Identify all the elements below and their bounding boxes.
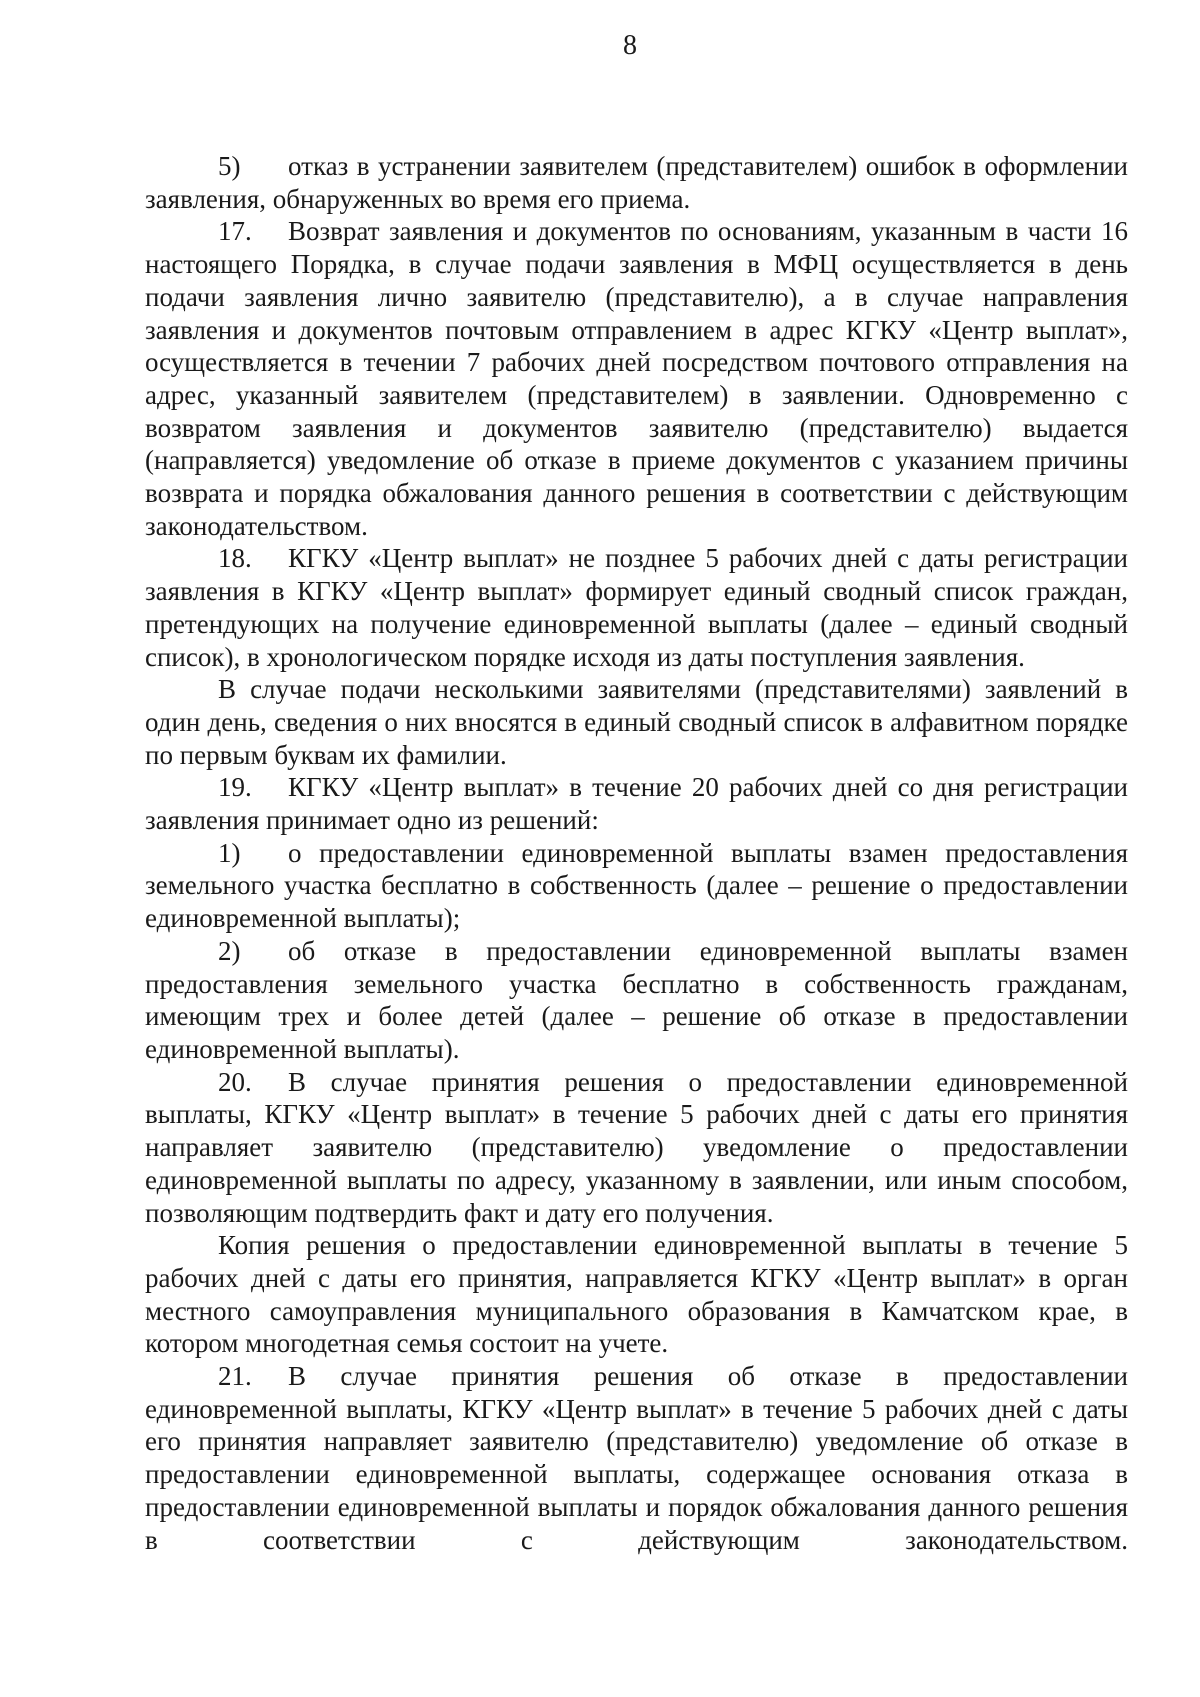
paragraph-19 xyxy=(145,771,1128,836)
paragraph-number: 19. xyxy=(218,772,252,803)
paragraph-number: 5) xyxy=(218,151,241,181)
page-number: 8 xyxy=(623,30,637,61)
paragraph-text: В случае принятия решения о предоставлении единовременной выплаты, КГКУ «Центр выплат» в течение 5 рабочих дней с даты его принятия направляет заявителю (представителю) уведомление о предоставлении единовременной выплаты по адресу, указанному в заявлении, или иным способом, позволяющим подтвердить факт и дату его получения. xyxy=(145,1066,1128,1228)
paragraph-text: КГКУ «Центр выплат» в течение 20 рабочих дней со дня регистрации заявления принимает одно из решений: xyxy=(145,772,1128,836)
paragraph-number: 18. xyxy=(218,543,252,574)
paragraph-18-continuation xyxy=(145,673,1128,771)
paragraph-text: В случае подачи несколькими заявителями (представителями) заявлений в один день, сведения о них вносятся в единый сводный список в алфавитном порядке по первым буквам их фамилии. xyxy=(145,674,1128,770)
paragraph-19-item-1 xyxy=(145,837,1128,935)
paragraph-20 xyxy=(145,1066,1128,1230)
paragraph-text: КГКУ «Центр выплат» не позднее 5 рабочих дней с даты регистрации заявления в КГКУ «Центр выплат» формирует единый сводный список граждан, претендующих на получение единовременной выплаты (далее – единый сводный список), в хронологическом порядке исходя из даты поступления заявления. xyxy=(145,543,1128,672)
document-body xyxy=(145,150,1128,1556)
paragraph-text: о предоставлении единовременной выплаты взамен предоставления земельного участка бесплатно в собственность (далее – решение о предоставлении единовременной выплаты); xyxy=(145,837,1128,934)
paragraph-number: 20. xyxy=(218,1066,252,1097)
paragraph-20-continuation xyxy=(145,1229,1128,1360)
paragraph-21 xyxy=(145,1360,1128,1556)
paragraph-number: 21. xyxy=(218,1361,252,1392)
paragraph-17 xyxy=(145,215,1128,542)
paragraph-text: В случае принятия решения об отказе в предоставлении единовременной выплаты, КГКУ «Центр выплат» в течение 5 рабочих дней с даты его принятия направляет заявителю (представителю) уведомление об отказе в предоставлении единовременной выплаты, содержащее основания отказа в предоставлении единовременной выплаты и порядок обжалования данного решения в соответствии с действующим законодательством. xyxy=(145,1361,1128,1555)
paragraph-number: 17. xyxy=(218,216,252,247)
paragraph-item-5 xyxy=(145,150,1128,215)
paragraph-number: 2) xyxy=(218,935,241,966)
paragraph-text: Копия решения о предоставлении единовременной выплаты в течение 5 рабочих дней с даты его принятия, направляется КГКУ «Центр выплат» в орган местного самоуправления муниципального образования в Камчатском крае, в котором многодетная семья состоит на учете. xyxy=(145,1230,1128,1359)
paragraph-number: 1) xyxy=(218,837,241,868)
paragraph-18 xyxy=(145,542,1128,673)
paragraph-text: об отказе в предоставлении единовременной выплаты взамен предоставления земельного участка бесплатно в собственность гражданам, имеющим трех и более детей (далее – решение об отказе в предоставлении единовременной выплаты). xyxy=(145,935,1128,1064)
paragraph-19-item-2 xyxy=(145,935,1128,1066)
paragraph-text: Возврат заявления и документов по основаниям, указанным в части 16 настоящего Порядка, в случае подачи заявления в МФЦ осуществляется в день подачи заявления лично заявителю (представителю), а в случае направления заявления и документов почтовым отправлением в адрес КГКУ «Центр выплат», осуществляется в течении 7 рабочих дней посредством почтового отправления на адрес, указанный заявителем (представителем) в заявлении. Одновременно с возвратом заявления и документов заявителю (представителю) выдается (направляется) уведомление об отказе в приеме документов с указанием причины возврата и порядка обжалования данного решения в соответствии с действующим законодательством. xyxy=(145,216,1128,541)
paragraph-text: отказ в устранении заявителем (представителем) ошибок в оформлении заявления, обнаруженных во время его приема. xyxy=(145,151,1128,214)
